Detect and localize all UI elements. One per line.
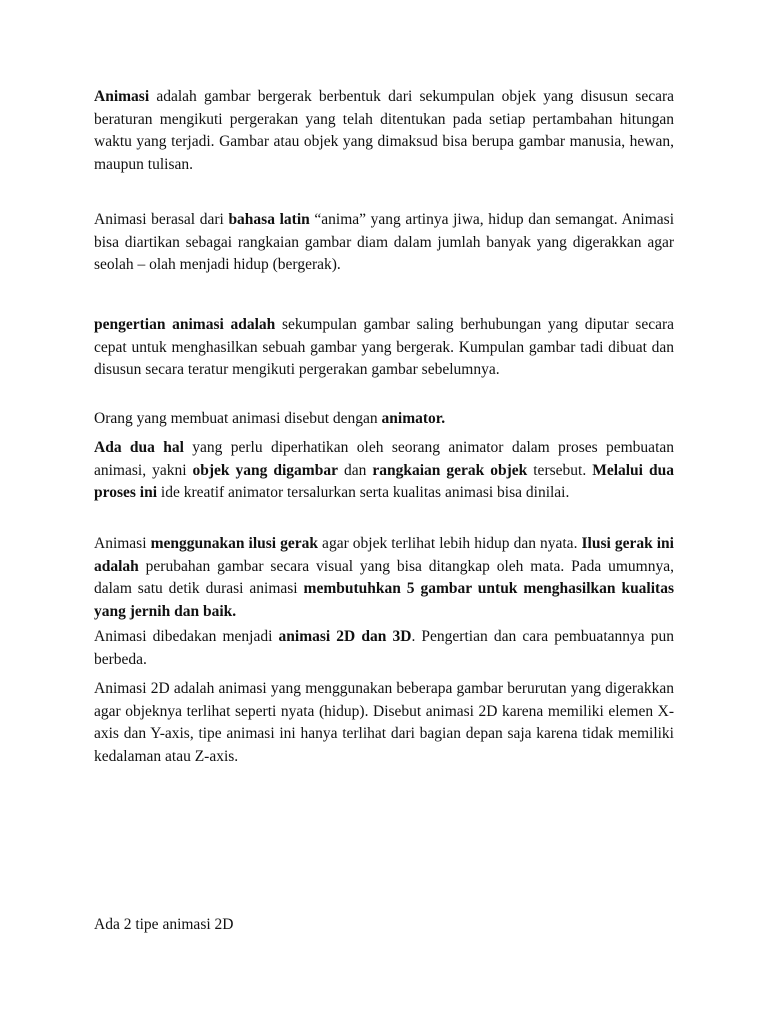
paragraph-text: yang perlu diperhatikan oleh seorang animator dalam proses pembuatan animasi, yakni bbox=[94, 439, 675, 479]
term-objek: objek yang digambar bbox=[192, 461, 338, 479]
paragraph-ilusi-gerak bbox=[94, 533, 674, 623]
paragraph-text: tersebut. bbox=[527, 461, 593, 479]
paragraph-text: Animasi berasal dari bbox=[94, 211, 229, 228]
paragraph-text: Ada 2 tipe animasi 2D bbox=[94, 916, 234, 933]
paragraph-text: Animasi dibedakan menjadi bbox=[94, 628, 279, 645]
paragraph-animator bbox=[94, 408, 674, 431]
paragraph-text: sekumpulan gambar saling berhubungan yang diputar secara cepat untuk menghasilkan sebuah gambar yang bergerak. Kumpulan gambar tadi dibuat dan disusun secara teratur mengikuti pergerakan gambar sebelumnya. bbox=[94, 316, 674, 379]
paragraph-origin bbox=[94, 209, 674, 277]
term-2d-3d: animasi 2D dan 3D bbox=[278, 628, 412, 645]
paragraph-text: “anima” yang artinya jiwa, hidup dan semangat. Animasi bisa diartikan sebagai rangkaian gambar diam dalam jumlah banyak yang digerakkan agar seolah – olah menjadi hidup (bergerak). bbox=[94, 211, 674, 274]
paragraph-pengertian bbox=[94, 314, 674, 382]
paragraph-text: agar objek terlihat lebih hidup dan nyata. bbox=[318, 535, 582, 552]
paragraph-text: ide kreatif animator tersalurkan serta kualitas animasi bisa dinilai. bbox=[157, 484, 570, 502]
paragraph-text: perubahan gambar secara visual yang bisa ditangkap oleh mata. Pada umumnya, dalam satu detik durasi animasi bbox=[94, 557, 674, 598]
paragraph-text: dan bbox=[337, 461, 373, 479]
paragraph-text: adalah gambar bergerak berbentuk dari sekumpulan objek yang disusun secara beraturan mengikuti pergerakan yang telah ditentukan pada setiap pertambahan hitungan waktu yang terjadi. Gambar atau objek yang dimaksud bisa berupa gambar manusia, hewan, maupun tulisan. bbox=[94, 88, 674, 173]
term-ilusi-gerak: menggunakan ilusi gerak bbox=[150, 535, 319, 552]
term-rangkaian: rangkaian gerak objek bbox=[372, 461, 528, 479]
paragraph-text: Animasi bbox=[94, 535, 151, 552]
paragraph-definition bbox=[94, 86, 674, 176]
paragraph-tipe-2d bbox=[94, 914, 674, 937]
term-dua-hal: Ada dua hal bbox=[94, 439, 184, 456]
paragraph-text: Animasi 2D adalah animasi yang menggunakan beberapa gambar berurutan yang digerakkan agar objeknya terlihat seperti nyata (hidup). Disebut animasi 2D karena memiliki elemen X-axis dan Y-axis, tipe animasi ini hanya terlihat dari bagian depan saja karena tidak memiliki kedalaman atau Z-axis. bbox=[94, 680, 674, 765]
term-lima-gambar: membutuhkan 5 gambar untuk menghasilkan kualitas yang jernih dan baik. bbox=[94, 580, 674, 620]
term-bahasa-latin: bahasa latin bbox=[228, 211, 310, 228]
term-proses: Melalui dua proses ini bbox=[94, 461, 674, 502]
term-animator: animator. bbox=[381, 410, 446, 427]
paragraph-2d-3d bbox=[94, 626, 674, 671]
term-pengertian: pengertian animasi adalah bbox=[94, 316, 276, 333]
paragraph-text: . Pengertian dan cara pembuatannya pun berbeda. bbox=[94, 628, 674, 668]
term-animasi: Animasi bbox=[94, 88, 150, 105]
paragraph-dua-hal bbox=[94, 437, 674, 505]
paragraph-animasi-2d bbox=[94, 678, 674, 768]
paragraph-text: Orang yang membuat animasi disebut dengan bbox=[94, 410, 382, 427]
term-ilusi-adalah: Ilusi gerak ini adalah bbox=[94, 535, 674, 575]
